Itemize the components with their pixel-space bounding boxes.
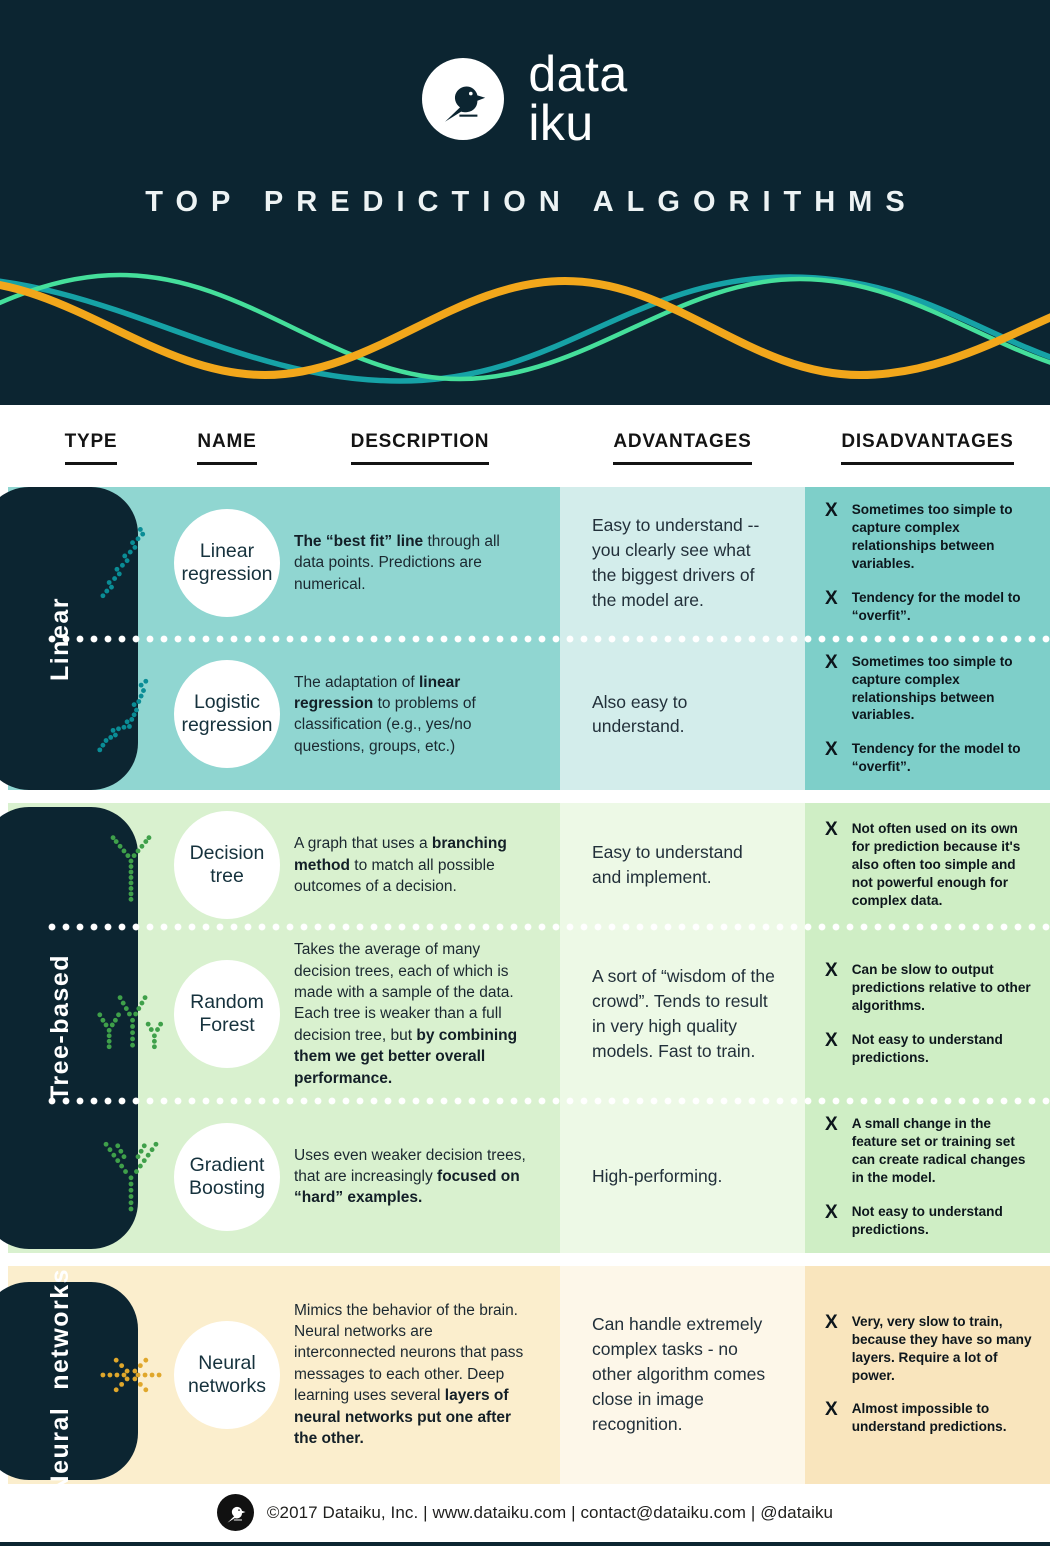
disadvantages-cell xyxy=(805,1266,1050,1484)
disadvantages-cell xyxy=(805,639,1050,791)
section-linear xyxy=(8,487,1050,790)
description-text xyxy=(294,672,534,758)
description-cell xyxy=(280,487,560,639)
description-cell xyxy=(280,1266,560,1484)
type-icon-cell xyxy=(8,803,174,927)
linear-regression-icon xyxy=(92,524,170,602)
advantages-cell xyxy=(560,1101,805,1253)
disadvantages-cell xyxy=(805,803,1050,927)
name-cell xyxy=(174,487,280,639)
dataiku-logo xyxy=(0,0,1050,151)
disadvantage-item xyxy=(825,1313,1036,1385)
description-cell xyxy=(280,803,560,927)
disadvantage-text: Sometimes too simple to capture complex relationships between variables. xyxy=(851,502,1013,571)
decision-tree-icon xyxy=(92,826,170,904)
algorithm-name: Neural networks xyxy=(187,1351,267,1397)
name-cell xyxy=(174,639,280,791)
advantages-cell xyxy=(560,803,805,927)
page-title: TOP PREDICTION ALGORITHMS xyxy=(145,186,918,218)
disadvantage-item xyxy=(825,1031,1036,1067)
disadvantage-item xyxy=(825,961,1036,1015)
neural-networks-icon xyxy=(92,1336,170,1414)
type-icon-cell xyxy=(8,927,174,1101)
algorithm-name-circle xyxy=(174,660,280,768)
description-cell xyxy=(280,639,560,791)
column-header-description: DESCRIPTION xyxy=(280,431,560,487)
advantages-cell xyxy=(560,1266,805,1484)
type-icon-cell xyxy=(8,639,174,791)
advantages-text: Easy to understand and implement. xyxy=(592,842,743,888)
name-cell xyxy=(174,1266,280,1484)
description-segment: A graph that uses a xyxy=(294,835,432,853)
disadvantage-text: Sometimes too simple to capture complex relationships between variables. xyxy=(851,653,1013,723)
disadvantage-text: Tendency for the model to “overfit”. xyxy=(851,741,1021,775)
section-tab-neural-networks: Neural networks xyxy=(0,1282,138,1480)
disadvantage-item xyxy=(825,1115,1036,1187)
disadvantages-cell xyxy=(805,1101,1050,1253)
disadvantage-item xyxy=(825,589,1036,625)
description-segment: layers of neural networks put one after the other. xyxy=(294,1387,512,1447)
description-segment: focused on “hard” examples. xyxy=(294,1168,520,1207)
description-segment: Uses even weaker decision trees, that are increasingly xyxy=(294,1146,526,1185)
advantages-text: Easy to understand -- you clearly see what the biggest drivers of the model are. xyxy=(592,515,760,610)
disadvantage-item xyxy=(825,653,1036,725)
disadvantage-text: Not often used on its own for prediction because it's also often too simple and not powerful enough for complex data. xyxy=(851,821,1021,909)
section-tab-linear: Linear xyxy=(0,487,138,790)
footer xyxy=(0,1484,1050,1542)
description-text xyxy=(294,939,534,1089)
table-row xyxy=(8,803,1050,927)
advantages-text: A sort of “wisdom of the crowd”. Tends to result in very high quality models. Fast to train. xyxy=(592,966,775,1061)
x-mark-icon: X xyxy=(825,1201,838,1223)
description-segment: to match all possible outcomes of a decision. xyxy=(294,856,495,895)
description-text xyxy=(294,531,534,595)
description-text xyxy=(294,1300,534,1450)
algorithm-name-circle xyxy=(174,1123,280,1231)
advantages-cell xyxy=(560,927,805,1101)
table-column-headers xyxy=(0,405,1050,487)
dataiku-bird-logo-circle xyxy=(422,58,504,140)
x-mark-icon: X xyxy=(825,739,838,761)
algorithm-name-circle xyxy=(174,1321,280,1429)
x-mark-icon: X xyxy=(825,960,838,982)
algorithm-name: Logistic regression xyxy=(181,691,273,737)
advantages-cell xyxy=(560,487,805,639)
wave-teal xyxy=(0,277,1050,381)
x-mark-icon: X xyxy=(825,651,838,673)
description-text xyxy=(294,833,534,897)
x-mark-icon: X xyxy=(825,1399,838,1421)
description-segment: Mimics the behavior of the brain. Neural networks are interconnected neurons that pass messages to each other. Deep learning uses several xyxy=(294,1301,524,1405)
x-mark-icon: X xyxy=(825,587,838,609)
section-gap xyxy=(0,790,1050,803)
disadvantages-cell xyxy=(805,487,1050,639)
disadvantage-text: A small change in the feature set or training set can create radical changes in the model. xyxy=(851,1115,1026,1185)
section-gap xyxy=(0,1253,1050,1266)
advantages-text: Also easy to understand. xyxy=(592,691,688,737)
gradient-boosting-icon xyxy=(92,1138,170,1216)
footer-copyright-text: ©2017 Dataiku, Inc. | www.dataiku.com | contact@dataiku.com | @dataiku xyxy=(266,1502,834,1522)
table-row xyxy=(8,1266,1050,1484)
description-segment: Takes the average of many decision trees, each of which is made with a sample of the data. Each tree is weaker than a full decision tree, but xyxy=(294,941,514,1044)
disadvantage-item xyxy=(825,1400,1036,1436)
hero-header xyxy=(0,0,1050,405)
bird-icon xyxy=(433,69,493,129)
description-cell xyxy=(280,927,560,1101)
description-segment: branching method xyxy=(294,835,507,874)
name-cell xyxy=(174,1101,280,1253)
x-mark-icon: X xyxy=(825,1030,838,1052)
x-mark-icon: X xyxy=(825,1113,838,1135)
column-header-advantages: ADVANTAGES xyxy=(560,431,805,487)
type-icon-cell xyxy=(8,1266,174,1484)
type-icon-cell xyxy=(8,487,174,639)
description-segment: linear regression xyxy=(294,673,461,713)
name-cell xyxy=(174,803,280,927)
algorithm-name: Decision tree xyxy=(189,842,265,888)
x-mark-icon: X xyxy=(825,500,838,521)
x-mark-icon: X xyxy=(825,1311,838,1333)
disadvantage-text: Not easy to understand predictions. xyxy=(851,1032,1003,1065)
bottom-strip xyxy=(0,1542,1050,1546)
description-segment: The “best fit” line xyxy=(294,532,424,550)
description-cell xyxy=(280,1101,560,1253)
disadvantage-item xyxy=(825,501,1036,573)
description-text xyxy=(294,1145,534,1209)
disadvantages-cell xyxy=(805,927,1050,1101)
disadvantage-text: Tendency for the model to “overfit”. xyxy=(851,589,1021,623)
disadvantage-item xyxy=(825,1203,1036,1239)
disadvantage-text: Can be slow to output predictions relative to other algorithms. xyxy=(851,962,1031,1014)
brand-line1: data xyxy=(528,46,628,102)
type-icon-cell xyxy=(8,1101,174,1253)
description-segment: The adaptation of xyxy=(294,673,419,691)
section-tree-based xyxy=(8,803,1050,1252)
table-row xyxy=(8,487,1050,639)
column-header-disadvantages: DISADVANTAGES xyxy=(805,431,1050,487)
algorithm-name-circle xyxy=(174,811,280,919)
bird-icon xyxy=(222,1499,249,1526)
name-cell xyxy=(174,927,280,1101)
algorithm-name-circle xyxy=(174,960,280,1068)
table-row xyxy=(8,927,1050,1101)
description-segment: by combining them we get better overall performance. xyxy=(294,1026,518,1087)
column-header-type: TYPE xyxy=(8,431,174,487)
advantages-text: High-performing. xyxy=(592,1166,723,1187)
x-mark-icon: X xyxy=(825,819,838,841)
algorithm-name: Linear regression xyxy=(181,539,273,585)
description-segment: to problems of classification (e.g., yes/no questions, groups, etc.) xyxy=(294,695,476,755)
algorithm-name-circle xyxy=(174,509,280,617)
description-segment: through all data points. Predictions are numerical. xyxy=(294,532,500,593)
disadvantage-text: Almost impossible to understand predictions. xyxy=(851,1401,1007,1435)
footer-bird-logo-circle xyxy=(217,1494,254,1531)
brand-line2: iku xyxy=(528,95,594,151)
disadvantage-text: Not easy to understand predictions. xyxy=(851,1203,1003,1237)
table-row xyxy=(8,1101,1050,1253)
disadvantage-text: Very, very slow to train, because they have so many layers. Require a lot of power. xyxy=(851,1313,1032,1383)
brand-wordmark xyxy=(528,46,628,151)
disadvantage-item xyxy=(825,740,1036,776)
logistic-regression-icon xyxy=(92,675,170,753)
column-header-name: NAME xyxy=(174,431,280,487)
algorithm-name: Gradient Boosting xyxy=(189,1153,265,1199)
advantages-text: Can handle extremely complex tasks - no other algorithm comes close in image recognition. xyxy=(592,1314,766,1434)
random-forest-icon xyxy=(92,975,170,1053)
decorative-waves xyxy=(0,255,1050,405)
section-tab-tree-based: Tree-based xyxy=(0,807,138,1248)
algorithm-name: Random Forest xyxy=(190,991,264,1037)
table-row xyxy=(8,639,1050,791)
disadvantage-item xyxy=(825,820,1036,910)
section-neural-networks xyxy=(8,1266,1050,1494)
advantages-cell xyxy=(560,639,805,791)
